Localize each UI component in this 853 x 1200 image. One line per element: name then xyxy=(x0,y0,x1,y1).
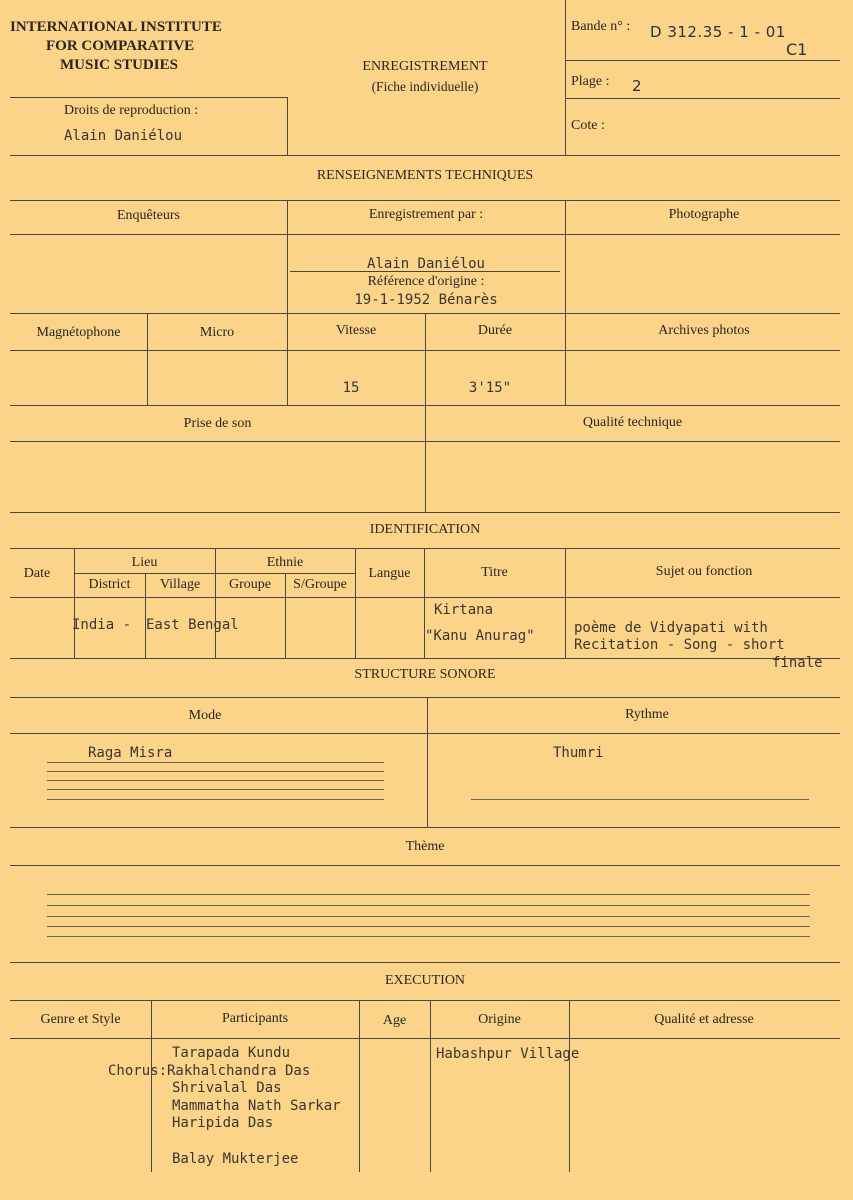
institute-line-1: INTERNATIONAL INSTITUTE xyxy=(10,19,222,35)
titre-value-line2: "Kanu Anurag" xyxy=(425,628,535,644)
participant-item: Shrivalal Das xyxy=(172,1080,282,1096)
mode-label: Mode xyxy=(188,708,222,723)
enregistrement-value: Alain Daniélou xyxy=(366,256,485,272)
rights-label: Droits de reproduction : xyxy=(64,103,199,118)
photographe-label: Photographe xyxy=(668,207,740,222)
sujet-label: Sujet ou fonction xyxy=(655,564,753,579)
plage-value: 2 xyxy=(632,77,642,95)
section-identification: IDENTIFICATION xyxy=(369,522,481,537)
village-label: Village xyxy=(159,577,201,592)
sujet-value-line3: finale xyxy=(772,655,823,671)
sujet-value-line1: poème de Vidyapati with xyxy=(574,620,768,636)
institute-name xyxy=(10,18,250,75)
participants-label: Participants xyxy=(221,1011,289,1026)
qualite-technique-label: Qualité technique xyxy=(582,415,683,430)
bande-note: C1 xyxy=(786,40,808,59)
plage-label: Plage : xyxy=(571,74,610,89)
participant-item: Chorus:Rakhalchandra Das xyxy=(108,1063,311,1079)
village-value: East Bengal xyxy=(146,617,239,633)
micro-label: Micro xyxy=(199,325,235,340)
enregistrement-label: Enregistrement par : xyxy=(368,207,484,222)
langue-label: Langue xyxy=(368,566,411,581)
magnetophone-label: Magnétophone xyxy=(36,325,121,340)
form-subtitle: (Fiche individuelle) xyxy=(371,79,479,94)
participant-item: Tarapada Kundu xyxy=(172,1045,291,1061)
cote-label: Cote : xyxy=(571,118,605,133)
ethnie-label: Ethnie xyxy=(266,555,304,570)
participant-item: Haripida Das xyxy=(172,1115,274,1131)
archives-label: Archives photos xyxy=(658,323,750,338)
groupe-label: Groupe xyxy=(229,577,271,592)
duree-value: 3'15" xyxy=(468,380,512,396)
participant-item: Balay Mukterjee xyxy=(172,1151,299,1167)
participant-item: Mammatha Nath Sarkar xyxy=(172,1098,341,1114)
duree-label: Durée xyxy=(477,323,513,338)
rights-value: Alain Daniélou xyxy=(64,128,183,144)
genre-label: Genre et Style xyxy=(40,1012,121,1027)
origine-label: Origine xyxy=(478,1012,521,1027)
qualite-adresse-label: Qualité et adresse xyxy=(654,1012,754,1027)
prise-label: Prise de son xyxy=(183,416,252,431)
section-technical: RENSEIGNEMENTS TECHNIQUES xyxy=(316,168,534,183)
rythme-value: Thumri xyxy=(553,745,604,761)
form-title: ENREGISTREMENT xyxy=(362,59,488,74)
bande-value: D 312.35 - 1 - 01 xyxy=(650,23,786,41)
titre-value-line1: Kirtana xyxy=(434,602,494,618)
age-label: Age xyxy=(382,1013,407,1028)
date-label: Date xyxy=(23,566,51,581)
titre-label: Titre xyxy=(481,565,508,580)
institute-line-2: FOR COMPARATIVE xyxy=(46,38,195,54)
vitesse-label: Vitesse xyxy=(335,323,377,338)
sujet-value-line2: Recitation - Song - short xyxy=(574,637,785,653)
district-value: India - xyxy=(72,617,132,633)
section-execution: EXECUTION xyxy=(384,973,466,988)
mode-value: Raga Misra xyxy=(88,745,173,761)
theme-label: Thème xyxy=(405,839,445,854)
sgroupe-label: S/Groupe xyxy=(293,577,347,592)
section-structure: STRUCTURE SONORE xyxy=(354,667,496,682)
vitesse-value: 15 xyxy=(342,380,360,396)
origine-value: Habashpur Village xyxy=(436,1046,580,1062)
reference-label: Référence d'origine : xyxy=(367,274,485,289)
bande-label: Bande n° : xyxy=(571,19,631,34)
enqueteurs-label: Enquêteurs xyxy=(117,208,180,223)
district-label: District xyxy=(88,577,131,592)
reference-value: 19-1-1952 Bénarès xyxy=(354,292,498,308)
rythme-label: Rythme xyxy=(625,707,669,722)
lieu-label: Lieu xyxy=(131,555,158,570)
institute-line-3: MUSIC STUDIES xyxy=(60,57,178,73)
